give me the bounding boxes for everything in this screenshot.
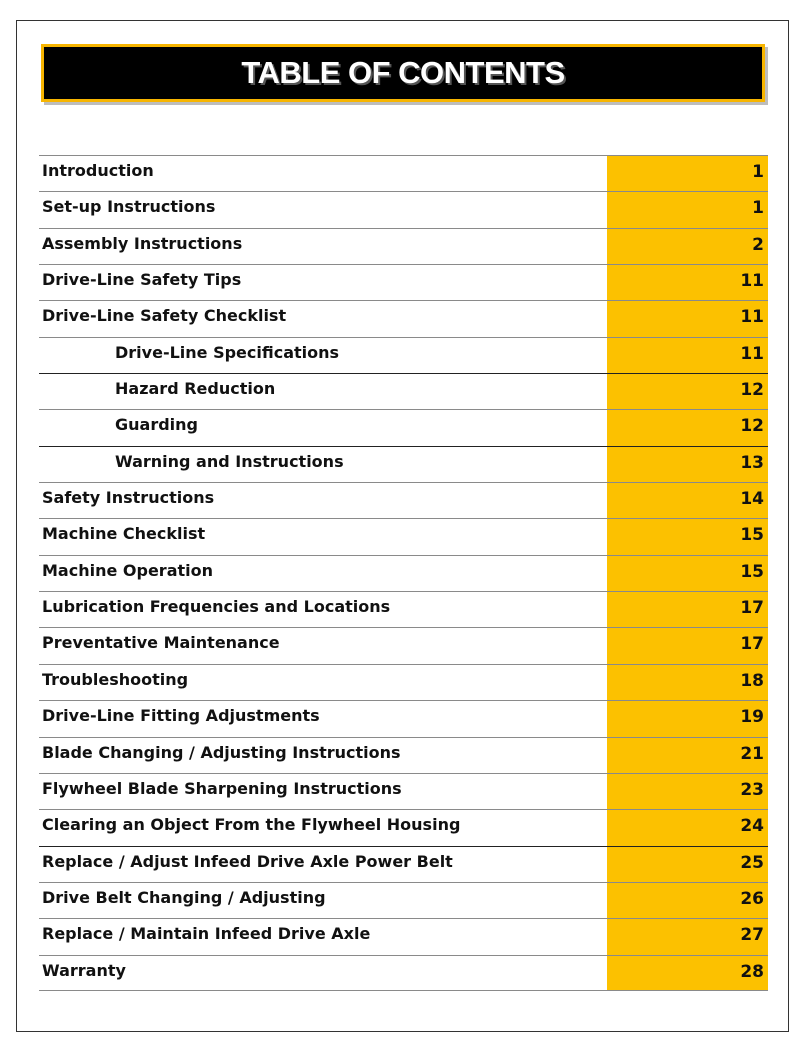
toc-page-number: 19 [607,701,768,736]
toc-entry-label: Blade Changing / Adjusting Instructions [42,742,401,762]
toc-entry-label: Lubrication Frequencies and Locations [42,597,391,617]
toc-row-troubleshooting[interactable] [39,664,768,700]
toc-entry-label: Flywheel Blade Sharpening Instructions [42,778,402,798]
toc-row-machine-checklist[interactable] [39,518,768,554]
toc-page-number: 2 [607,229,768,264]
toc-page-number: 1 [607,156,768,191]
toc-row-drive-belt-changing[interactable] [39,882,768,918]
toc-row-drive-line-safety-checklist[interactable] [39,300,768,336]
toc-row-guarding[interactable] [39,409,768,445]
toc-page-number: 12 [607,410,768,445]
toc-page-number: 14 [607,483,768,518]
toc-page-number: 15 [607,556,768,591]
toc-page-number: 11 [607,265,768,300]
toc-row-infeed-drive-axle-power-belt[interactable] [39,846,768,882]
toc-page-number: 27 [607,919,768,954]
toc-page-number: 12 [607,374,768,409]
title-bar [41,44,765,102]
toc-entry-label: Preventative Maintenance [42,633,280,653]
toc-entry-label: Clearing an Object From the Flywheel Housing [42,815,461,835]
toc-row-lubrication-frequencies[interactable] [39,591,768,627]
toc-entry-label: Introduction [42,161,154,180]
toc-row-clearing-an-object[interactable] [39,809,768,845]
toc-row-flywheel-blade-sharpening[interactable] [39,773,768,809]
toc-row-safety-instructions[interactable] [39,482,768,518]
toc-page-number: 25 [607,847,768,882]
toc-row-warning-and-instructions[interactable] [39,446,768,482]
toc-page-number: 18 [607,665,768,700]
toc-row-assembly-instructions[interactable] [39,228,768,264]
toc-page-number: 1 [607,192,768,227]
toc-page-number: 11 [607,338,768,373]
toc-page-number: 28 [607,956,768,990]
toc-entry-label: Replace / Maintain Infeed Drive Axle [42,924,371,944]
toc-entry-label: Drive-Line Safety Checklist [42,306,287,326]
toc-entry-label: Machine Checklist [42,524,206,544]
toc-page-number: 17 [607,628,768,663]
toc-row-preventative-maintenance[interactable] [39,627,768,663]
toc-page-number: 23 [607,774,768,809]
toc-row-drive-line-fitting-adjustments[interactable] [39,700,768,736]
toc-page-number: 15 [607,519,768,554]
toc-entry-label: Warning and Instructions [115,451,344,471]
toc-entry-label: Warranty [42,960,126,980]
toc-row-introduction[interactable] [39,155,768,191]
table-of-contents [39,155,768,991]
toc-row-drive-line-safety-tips[interactable] [39,264,768,300]
page-title: TABLE OF CONTENTS [241,55,565,90]
toc-page-number: 21 [607,738,768,773]
toc-page-number: 11 [607,301,768,336]
toc-entry-label: Drive-Line Specifications [115,342,340,362]
toc-entry-label: Guarding [115,415,198,435]
toc-entry-label: Drive Belt Changing / Adjusting [42,887,326,907]
toc-page-number: 24 [607,810,768,845]
toc-entry-label: Safety Instructions [42,488,215,508]
toc-page-number: 26 [607,883,768,918]
toc-row-set-up-instructions[interactable] [39,191,768,227]
toc-entry-label: Assembly Instructions [42,233,243,253]
toc-row-drive-line-specifications[interactable] [39,337,768,373]
toc-entry-label: Replace / Adjust Infeed Drive Axle Power Belt [42,851,453,871]
toc-row-maintain-infeed-drive-axle[interactable] [39,918,768,954]
toc-entry-label: Set-up Instructions [42,197,216,217]
toc-row-blade-changing[interactable] [39,737,768,773]
toc-entry-label: Machine Operation [42,560,213,580]
toc-entry-label: Hazard Reduction [115,379,276,399]
toc-row-warranty[interactable] [39,955,768,991]
toc-row-hazard-reduction[interactable] [39,373,768,409]
toc-page-number: 13 [607,447,768,482]
toc-entry-label: Troubleshooting [42,669,189,689]
toc-row-machine-operation[interactable] [39,555,768,591]
toc-entry-label: Drive-Line Fitting Adjustments [42,706,320,726]
toc-entry-label: Drive-Line Safety Tips [42,270,242,290]
toc-page-number: 17 [607,592,768,627]
